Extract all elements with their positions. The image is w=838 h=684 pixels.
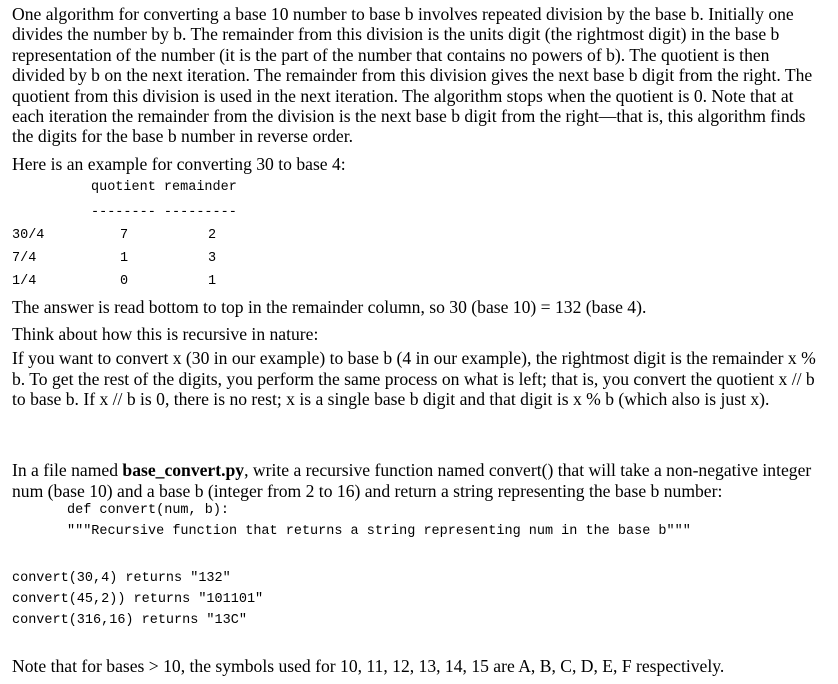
table-headers: quotient remainder	[91, 180, 237, 195]
table-row-label: 7/4	[12, 251, 37, 266]
table-row-label: 30/4	[12, 228, 45, 243]
think-text: Think about how this is recursive in nature:	[12, 324, 319, 344]
table-row-label: 1/4	[12, 274, 37, 289]
table-row-remainder: 1	[208, 274, 217, 289]
code-docstring-line: """Recursive function that returns a string representing num in the base b"""	[67, 524, 691, 539]
example-call: convert(316,16) returns "13C"	[12, 613, 247, 628]
code-def-line: def convert(num, b):	[67, 503, 230, 518]
table-row-quotient: 7	[120, 228, 129, 243]
table-dashes: -------- ---------	[91, 205, 237, 220]
table-row-quotient: 1	[120, 251, 129, 266]
example-intro: Here is an example for converting 30 to base 4:	[12, 154, 346, 174]
intro-paragraph: One algorithm for converting a base 10 number to base b involves repeated division by the base b. Initially one divides the number by b. The remainder from this division is the units digit (the rightmost digit) in the base b representation of the number (it is the part of the number that contains no powers of b). The quotient is then divided by b on the next iteration. The remainder from this division gives the next base b digit from the right. The quotient from this division is used in the next iteration. The algorithm stops when the quotient is 0. Note that at each iteration the remainder from the division is the next base b digit from the right—that is, this algorithm finds the digits for the base b number in reverse order.	[12, 4, 813, 147]
table-row-quotient: 0	[120, 274, 129, 289]
task-filename: base_convert.py	[122, 460, 245, 480]
example-call: convert(45,2)) returns "101101"	[12, 592, 264, 607]
table-row-remainder: 2	[208, 228, 217, 243]
recursive-explanation: If you want to convert x (30 in our example) to base b (4 in our example), the rightmost digit is the remainder x % b. To get the rest of the digits, you perform the same process on what is left; that is, you convert the quotient x // b to base b. If x // b is 0, there is no rest; x is a single base b digit and that digit is x % b (which also is just x).	[12, 348, 816, 410]
note-text: Note that for bases > 10, the symbols used for 10, 11, 12, 13, 14, 15 are A, B, C, D, E, F respectively.	[12, 656, 725, 676]
task-text-before: In a file named	[12, 460, 123, 480]
table-row-remainder: 3	[208, 251, 217, 266]
answer-text: The answer is read bottom to top in the remainder column, so 30 (base 10) = 132 (base 4).	[12, 297, 647, 317]
example-call: convert(30,4) returns "132"	[12, 571, 231, 586]
task-text-after: , write a recursive function named convert() that will take a non-negative integer num (base 10) and a base b (integer from 2 to 16) and return a string representing the base b number:	[12, 460, 812, 501]
task-paragraph	[12, 460, 822, 502]
